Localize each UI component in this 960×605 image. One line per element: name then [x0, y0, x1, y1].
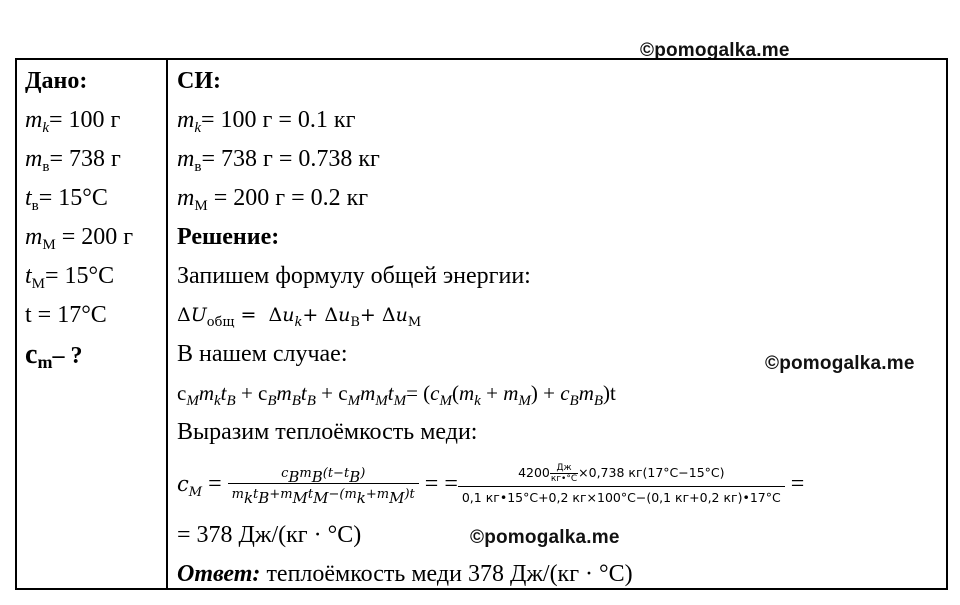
numeric-fraction: 4200 $\frac{Дж}{кг•^\circ C}$ ×0,738 кг(17°C−15°C) 0,1 кг•15°C+0,2 кг×100°C−(0,1 кг+0,2 кг)•17°C	[458, 463, 785, 505]
si-mass-calorimeter: $m_k= 100$ г = 0.1 кг	[177, 107, 356, 136]
balance-equation: $c_Mm_kt_B + c_Bm_Bt_B + c_Mm_Mt_M= (c_M(m_k + m_M) + c_Bm_B)t$	[177, 381, 616, 409]
answer-line	[177, 555, 947, 594]
given-final-temp: t = 17°C	[25, 302, 107, 328]
solution-step-3: Выразим теплоёмкость меди:	[177, 419, 478, 445]
watermark-top: ©pomogalka.me	[640, 40, 790, 61]
si-mass-copper: $m_М = 200$ г = 0.2 кг	[177, 185, 369, 214]
watermark-bottom: ©pomogalka.me	[470, 527, 620, 548]
given-header: Дано:	[25, 68, 88, 94]
solution-table	[15, 58, 948, 590]
given-temp-copper: $t_М= 15^\circ C$	[25, 263, 115, 292]
solution-column	[177, 62, 947, 594]
given-mass-calorimeter: $m_k= 100$ г	[25, 107, 121, 136]
answer-text: теплоёмкость меди 378 Дж/(кг · °C)	[260, 561, 633, 587]
si-header: СИ:	[177, 68, 221, 94]
energy-formula: $\Delta U_{общ} = \Delta u_k+ \Delta u_В+ \Delta u_М$	[177, 304, 422, 330]
solution-step-1: Запишем формулу общей энергии:	[177, 263, 531, 289]
watermark-middle: ©pomogalka.me	[765, 353, 915, 374]
given-temp-water: $t_в= 15^\circ C$	[25, 185, 108, 214]
given-mass-copper: $m_М = 200$ г	[25, 224, 134, 253]
result-value: = 378 Дж/(кг · °C)	[177, 522, 362, 548]
si-mass-water: $m_в= 738$ г = 0.738 кг	[177, 146, 380, 175]
solution-header: Решение:	[177, 224, 280, 250]
given-mass-water: $m_в= 738$ г	[25, 146, 121, 175]
given-column	[25, 62, 165, 374]
given-unknown: $c_m-$ ?	[25, 339, 83, 372]
column-divider	[166, 60, 168, 588]
symbolic-fraction: $\frac{c_Bm_B(t-t_B)}{m_kt_B+m_Mt_M-(m_k+m_M)t}$	[228, 466, 419, 502]
solution-step-2: В нашем случае:	[177, 341, 348, 367]
copper-heat-capacity-formula: $c_M$ = $\frac{c_Bm_B(t-t_B)}{m_kt_B+m_Mt_M-(m_k+m_M)t}$ = = 4200 $\frac{Дж}{кг•^\circ C}$ ×0,738 кг(17°C−15°C) 0,1 кг•15°C+0,2 кг×100°C−(0,1 кг+0,2 кг)•17°C =	[177, 463, 805, 507]
answer-label: Ответ:	[177, 561, 261, 587]
